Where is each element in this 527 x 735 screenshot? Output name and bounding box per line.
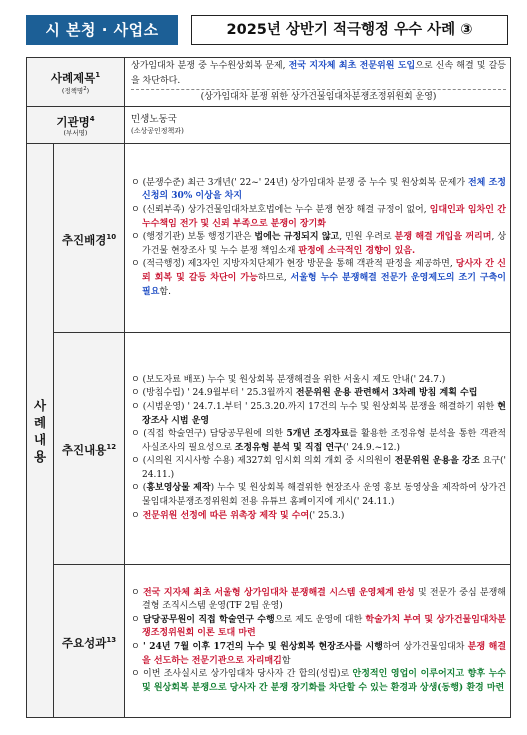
background-row (27, 144, 511, 333)
content-item-5: ㅇ (시의원 지시사항 수용) 제327회 임시회 의회 개회 중 시의원이 전문위원 운용을 강조 요구(' 24.11.) (131, 456, 507, 480)
result-item-4: ㅇ 이번 조사실시로 상가임대차 당사자 간 합의(성립)로 안정적인 영업이 이루어지고 향후 누수 및 원상회복 분쟁으로 당사자 간 분쟁 장기화를 차단할 수 있는 환경과 상생(동행) 환경 마련 (131, 669, 506, 693)
document-title: 2025년 상반기 적극행정 우수 사례 ③ (191, 15, 508, 45)
background-label-cell: 추진배경$^{10}$ (54, 144, 125, 333)
content-row (27, 333, 511, 565)
case-title-label-cell: 사례제목$^1$ (정책명$^2$) (27, 58, 125, 107)
bg-item-2: ㅇ (신뢰부족) 상가건물임대차보호법에는 누수 분쟁 현장 해결 규정이 없어, 임대인과 임차인 간 누수책임 전가 및 신뢰 부족으로 분쟁이 장기화 (131, 205, 507, 229)
agency-name: 민생노동국 (131, 113, 177, 125)
results-row (27, 565, 511, 718)
results-content-cell (125, 565, 511, 718)
bg-item-4: ㅇ (적극행정) 제3자인 지방자치단체가 현장 방문을 통해 객관적 판정을 제공하면, 당사자 간 신뢰 회복 및 갈등 차단이 가능하므로, 서울형 누수 분쟁해결 전문가 운영제도의 조기 구축이 필요함. (131, 259, 506, 297)
content-item-4: ㅇ (직접 학술연구) 담당공무원에 의한 5개년 조정자료를 활용한 조정유형 분석을 통한 객관적 사실조사의 필요성으로 조정유형 분석 및 직접 연구(' 24.9.~12.) (131, 429, 506, 453)
agency-label-cell: 기관명$^4$ (부서명) (27, 107, 125, 144)
background-content-cell (125, 144, 511, 333)
result-item-2: ㅇ 담당공무원이 직접 학술연구 수행으로 제도 운영에 대한 학술가치 부여 및 상가건물임대차분쟁조정위원회 이론 토대 마련 (131, 614, 506, 639)
agency-value-cell (125, 107, 511, 144)
bg-item-1: ㅇ (분쟁수준) 최근 3개년(' 22~' 24년) 상가임대차 분쟁 중 누수 및 원상회복 문제가 전체 조정신청의 30% 이상을 차지 (131, 177, 506, 202)
content-content-cell (125, 333, 511, 565)
content-item-1: ㅇ (보도자료 배포) 누수 및 원상회복 분쟁해결을 위한 서울시 제도 안내(' 24.7.) (131, 374, 446, 385)
bg-item-3: ㅇ (행정기관) 보통 행정기관은 법에는 규정되지 않고, 민원 우려로 분쟁 해결 개입을 꺼리며, 상가건물 현장조사 및 누수 분쟁 책임소재 판정에 소극적인 경향이 있음. (131, 232, 507, 256)
content-item-7: ㅇ 전문위원 선정에 따른 위촉장 제작 및 수여(' 25.3.) (131, 510, 345, 521)
content-item-6: ㅇ (홍보영상물 제작) 누수 및 원상회복 해결위한 현장조사 운영 홍보 동영상을 제작하여 상가건물임대차분쟁조정위원회 전용 유튜브 홈페이지에 게시(' 24.11.) (131, 483, 506, 508)
case-title-row (27, 58, 511, 107)
result-item-3: ㅇ ' 24년 7월 이후 17건의 누수 및 원상회복 현장조사를 시행하여 상가건물임대차 분쟁 해결을 선도하는 전문기관으로 자리매김함 (131, 642, 507, 666)
content-item-3: ㅇ (시범운영) ' 24.7.1.부터 ' 25.3.20.까지 17건의 누수 및 원상회복 분쟁을 해결하기 위한 현장조사 시범 운영 (131, 401, 506, 426)
agency-row (27, 107, 511, 144)
results-label-cell: 주요성과$^{13}$ (54, 565, 125, 718)
content-label-cell: 추진내용$^{12}$ (54, 333, 125, 565)
case-table (26, 57, 511, 718)
case-title-value-cell: 상가임대차 분쟁 중 누수원상회복 문제, 전국 지자체 최초 전문위원 도입으로 신속 해결 및 갈등을 차단하다. (상가임대차 분쟁 위한 상가건물임대차분쟁조정위원회 운영) (125, 58, 511, 107)
case-content-side-label: 사 례 내 용 (27, 144, 54, 718)
document-header (26, 15, 508, 45)
agency-dept: (소상공인정책과) (131, 127, 184, 136)
result-item-1: ㅇ 전국 지자체 최초 서울형 상가임대차 분쟁해결 시스템 운영체계 완성 및 전문가 중심 분쟁해결형 조직시스템 운영(TF 2팀 운영) (131, 587, 506, 612)
content-item-2: ㅇ (방침수립) ' 24.9월부터 ' 25.3월까지 전문위원 운용 관련해서 3차례 방침 계획 수립 (131, 388, 478, 399)
category-badge: 시 본청 · 사업소 (26, 15, 178, 45)
